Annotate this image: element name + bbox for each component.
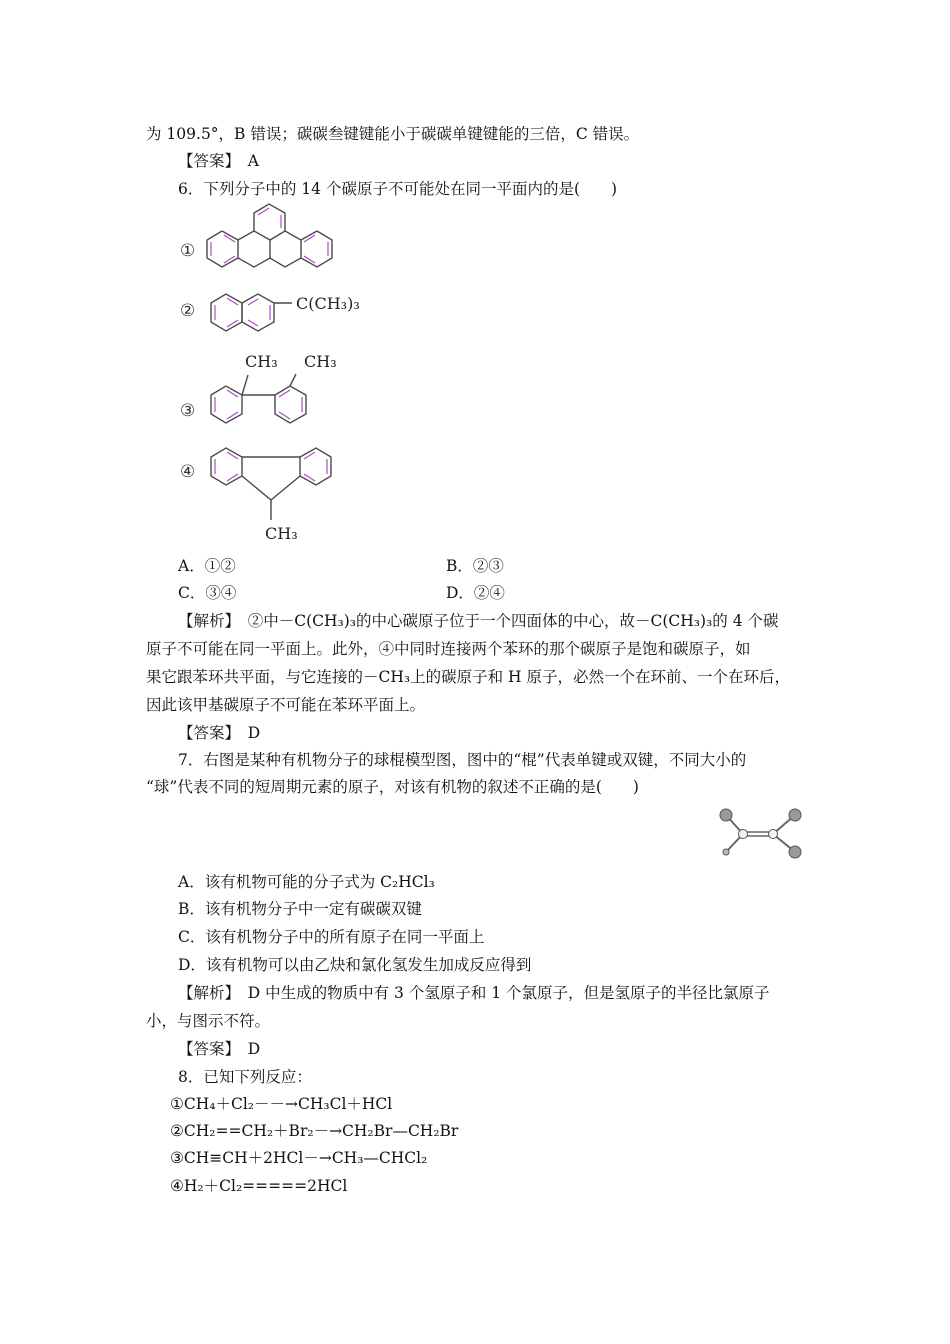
q6-option-b: B．②③ xyxy=(446,557,504,575)
q6-option-d: D．②④ xyxy=(446,584,505,602)
structure-3-ch3-right xyxy=(304,349,364,375)
line-prev-answer-tail: 为 109.5°，B 错误；碳碳叁键键能小于碳碳单键键能的三倍，C 错误。 xyxy=(146,125,640,143)
q6-option-c: C．③④ xyxy=(178,584,237,602)
question-6: 6．下列分子中的 14 个碳原子不可能处在同一平面内的是( ) xyxy=(178,180,618,198)
q7-option-a: A．该有机物可能的分子式为 C₂HCl₃ xyxy=(178,873,435,891)
q7-option-d: D．该有机物可以由乙炔和氯化氢发生加成反应得到 xyxy=(178,956,532,974)
reaction-1: ①CH₄＋Cl₂－－→CH₃Cl＋HCl xyxy=(170,1095,393,1113)
explanation-6-line3: 果它跟苯环共平面，与它连接的－CH₃上的碳原子和 H 原子，必然一个在环前、一个在环后， xyxy=(146,668,790,686)
explanation-6-line4: 因此该甲基碳原子不可能在苯环平面上。 xyxy=(146,696,426,714)
structure-3-number: ③ xyxy=(180,401,196,421)
structure-1-phenanthrene xyxy=(198,200,358,280)
explanation-6-line2: 原子不可能在同一平面上。此外，④中同时连接两个苯环的那个碳原子是饱和碳原子，如 xyxy=(146,640,751,658)
structure-2-number: ② xyxy=(180,301,196,321)
question-8: 8．已知下列反应： xyxy=(178,1068,312,1086)
reaction-4: ④H₂＋Cl₂=====2HCl xyxy=(170,1177,348,1195)
explanation-7-line1: 【解析】 D 中生成的物质中有 3 个氢原子和 1 个氯原子，但是氢原子的半径比氯原子 xyxy=(178,984,770,1002)
answer-7: 【答案】 D xyxy=(178,1040,261,1058)
question-7-line2: “球”代表不同的短周期元素的原子，对该有机物的叙述不正确的是( ) xyxy=(146,778,639,796)
explanation-6-line1: 【解析】 ②中－C(CH₃)₃的中心碳原子位于一个四面体的中心，故－C(CH₃)₃的 4 个碳 xyxy=(178,612,779,630)
structure-2-group-label xyxy=(296,290,416,320)
structure-4-number: ④ xyxy=(180,462,196,482)
structure-1-number: ① xyxy=(180,241,196,261)
ball-and-stick-model xyxy=(715,805,825,865)
q7-option-b: B．该有机物分子中一定有碳碳双键 xyxy=(178,900,422,918)
svg-text:CH₃: CH₃ xyxy=(304,352,337,371)
answer-6: 【答案】 D xyxy=(178,724,261,742)
question-7-line1: 7．右图是某种有机物分子的球棍模型图，图中的“棍”代表单键或双键，不同大小的 xyxy=(178,751,747,769)
q7-option-c: C．该有机物分子中的所有原子在同一平面上 xyxy=(178,928,485,946)
answer-5: 【答案】 A xyxy=(178,152,259,170)
svg-text:C(CH₃)₃: C(CH₃)₃ xyxy=(296,294,360,313)
q6-option-a: A．①② xyxy=(178,557,236,575)
reaction-2: ②CH₂==CH₂＋Br₂－→CH₂Br—CH₂Br xyxy=(170,1122,459,1140)
explanation-7-line2: 小，与图示不符。 xyxy=(146,1012,271,1030)
structure-4-ch3 xyxy=(265,521,325,547)
reaction-3: ③CH≡CH＋2HCl－→CH₃—CHCl₂ xyxy=(170,1149,428,1167)
svg-text:CH₃: CH₃ xyxy=(245,352,278,371)
svg-text:CH₃: CH₃ xyxy=(265,524,298,543)
structure-3-ch3-left xyxy=(245,349,305,375)
